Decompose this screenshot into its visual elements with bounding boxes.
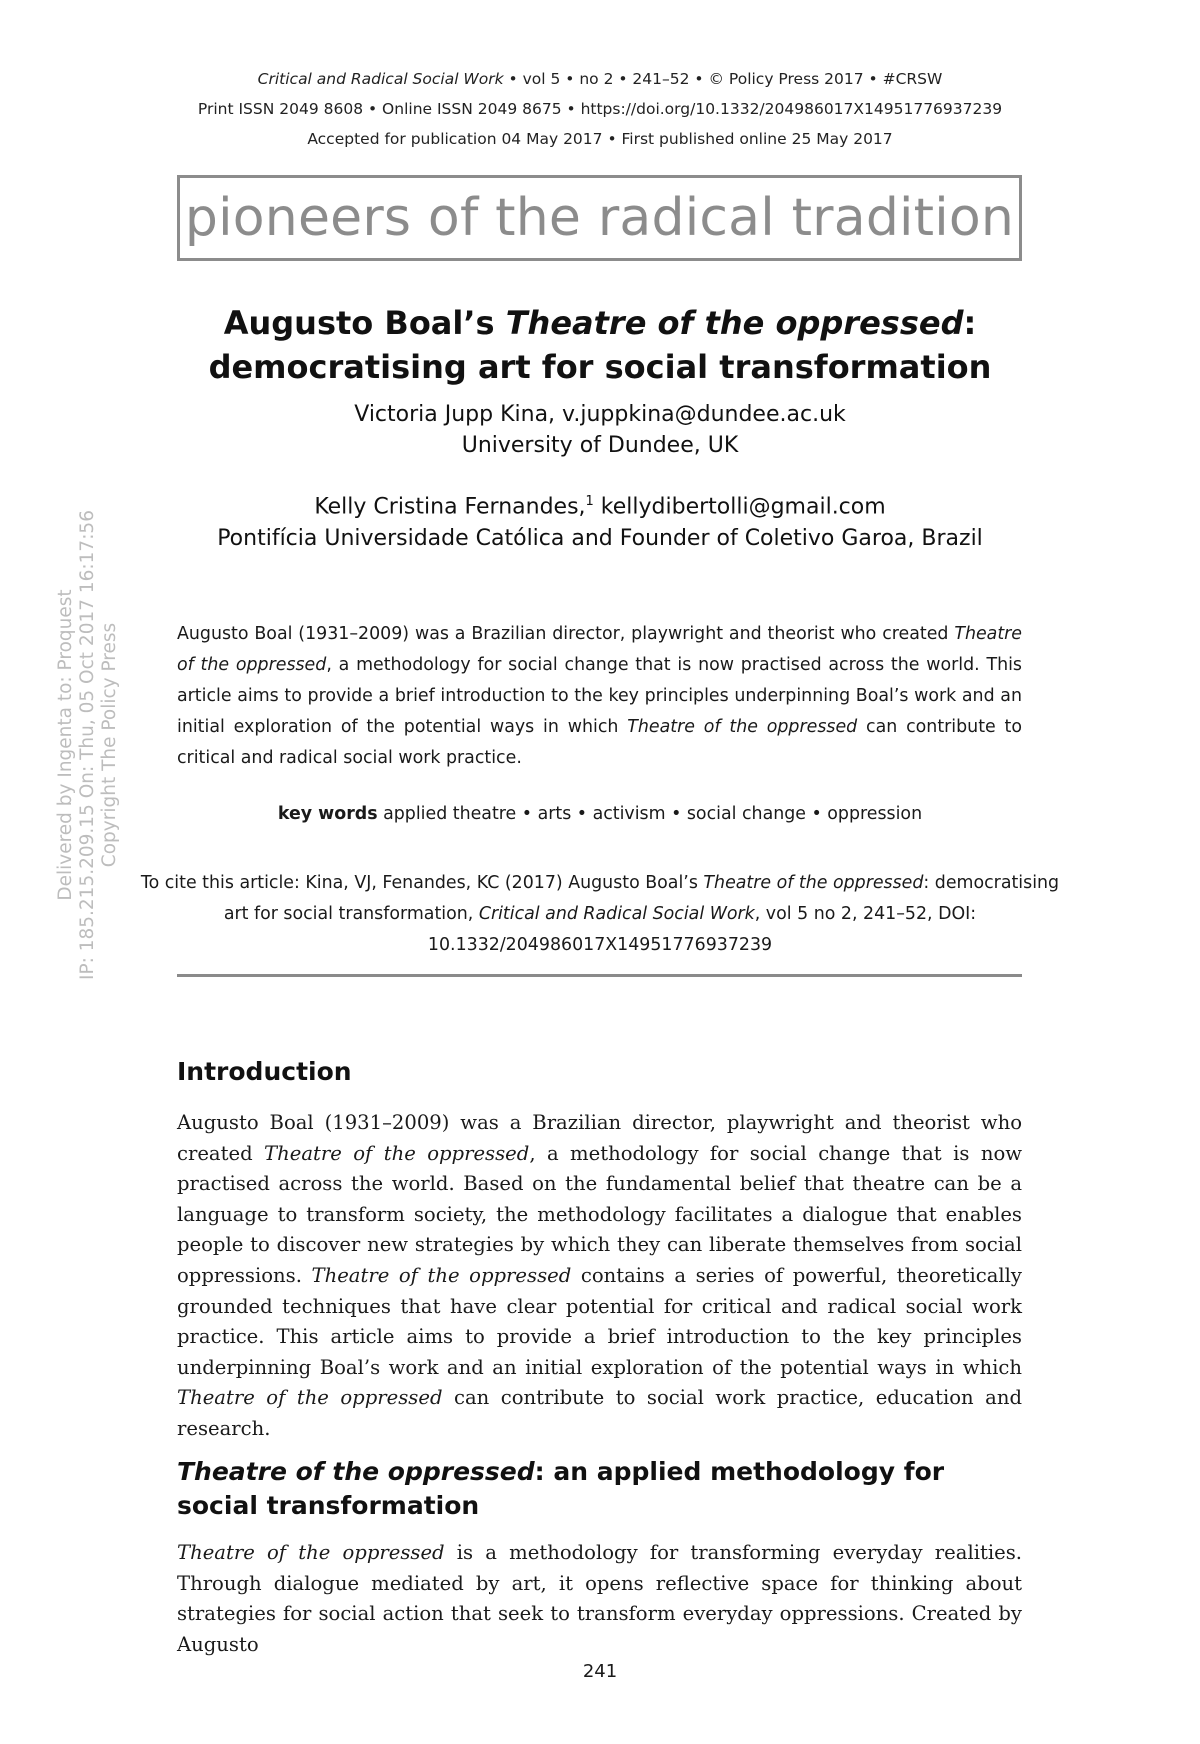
- keywords-label: key words: [277, 804, 378, 824]
- abstract-text: can contribute to critical and radical social work practice.: [177, 717, 1023, 768]
- publication-dates-line: Accepted for publication 04 May 2017 • First published online 25 May 2017: [307, 130, 893, 148]
- page-number: 241: [582, 1661, 618, 1682]
- section-2-body: [177, 1538, 1022, 1660]
- watermark-line-1: Delivered by Ingenta to: Proquest: [55, 589, 76, 901]
- abstract-paragraph: [177, 619, 1022, 774]
- title-italic: Theatre of the oppressed: [505, 304, 964, 342]
- body-italic: Theatre of the oppressed: [177, 1386, 443, 1410]
- body-text: , a methodology for social change that is now practised across the world. Based on the fundamental belief that theatre can be a language to transform society, the methodology facilitates a dialogue that enables people to discover new strategies by which they can liberate themselves from social oppressions.: [177, 1141, 1023, 1287]
- abstract-italic: Theatre of the oppressed: [627, 717, 858, 737]
- abstract: [177, 619, 1022, 774]
- issn-line: Print ISSN 2049 8608 • Online ISSN 2049 8675 • https://doi.org/10.1332/204986017X14951776937239: [197, 100, 1003, 118]
- citation-text: , vol 5 no 2, 241–52, DOI: 10.1332/204986017X14951776937239: [427, 904, 977, 955]
- article-title-line-2: democratising art for social transformation: [208, 348, 992, 386]
- citation-text: : democratising art for social transformation,: [223, 873, 1060, 924]
- body-italic: Theatre of the oppressed: [177, 1541, 445, 1564]
- body-italic: Theatre of the oppressed: [311, 1263, 572, 1287]
- journal-meta: • vol 5 • no 2 • 241–52 • © Policy Press 2017 • #CRSW: [503, 70, 943, 88]
- citation-text: To cite this article: Kina, VJ, Fenandes, KC (2017) Augusto Boal’s: [140, 873, 704, 893]
- section-banner-text: pioneers of the radical tradition: [184, 188, 1015, 248]
- introduction-paragraph: [177, 1108, 1022, 1445]
- watermark-line-2: IP: 185.215.209.15 On: Thu, 05 Oct 2017 16:17:56: [77, 510, 98, 980]
- title-prefix: Augusto Boal’s: [223, 304, 506, 342]
- body-italic: Theatre of the oppressed: [264, 1141, 530, 1165]
- citation: [140, 868, 1060, 961]
- introduction-body: [177, 1108, 1022, 1445]
- abstract-text: , a methodology for social change that is now practised across the world. This article aims to provide a brief introduction to the key principles underpinning Boal’s work and an initial exploration of the potential ways in which: [177, 655, 1022, 737]
- author-2-footnote-marker: 1: [585, 494, 594, 509]
- section-banner: [177, 175, 1022, 261]
- abstract-text: Augusto Boal (1931–2009) was a Brazilian director, playwright and theorist who created: [177, 624, 955, 644]
- journal-name: Critical and Radical Social Work: [257, 70, 504, 88]
- article-title-line-1: [100, 303, 1100, 343]
- watermark-line-3: Copyright The Policy Press: [99, 622, 120, 868]
- author-2: [100, 494, 1100, 519]
- author-2-email: kellydibertolli@gmail.com: [593, 494, 886, 520]
- section-2-heading-rest: : an applied methodology for social transformation: [177, 1457, 945, 1520]
- section-2-heading: [177, 1455, 1022, 1523]
- abstract-italic: Theatre of the oppressed: [177, 624, 1022, 675]
- citation-italic: Theatre of the oppressed: [703, 873, 924, 893]
- introduction-heading: Introduction: [177, 1057, 352, 1086]
- body-text: can contribute to social work practice, education and research.: [177, 1386, 1022, 1440]
- delivery-watermark: [55, 510, 121, 980]
- title-suffix: :: [963, 304, 977, 342]
- author-1-affiliation: University of Dundee, UK: [461, 433, 739, 458]
- citation-italic: Critical and Radical Social Work: [478, 904, 755, 924]
- body-text: is a methodology for transforming everyday realities. Through dialogue mediated by art, it opens reflective space for thinking about strategies for social action that seek to transform everyday oppressions. Created by Augusto: [177, 1541, 1022, 1656]
- keywords-list: applied theatre • arts • activism • social change • oppression: [377, 804, 923, 824]
- body-text: Augusto Boal (1931–2009) was a Brazilian director, playwright and theorist who created: [177, 1111, 1022, 1165]
- author-1: Victoria Jupp Kina, v.juppkina@dundee.ac.uk: [354, 402, 846, 427]
- section-2-heading-italic: Theatre of the oppressed: [177, 1457, 535, 1486]
- body-text: contains a series of powerful, theoretically grounded techniques that have clear potential for critical and radical social work practice. This article aims to provide a brief introduction to the key principles underpinning Boal’s work and an initial exploration of the potential ways in which: [177, 1263, 1022, 1379]
- author-2-affiliation: Pontifícia Universidade Católica and Founder of Coletivo Garoa, Brazil: [217, 526, 983, 551]
- section-2-paragraph: [177, 1538, 1022, 1660]
- author-2-name: Kelly Cristina Fernandes,: [314, 494, 586, 520]
- keywords: [100, 804, 1100, 824]
- journal-header-line: [0, 70, 1200, 88]
- divider: [177, 974, 1022, 977]
